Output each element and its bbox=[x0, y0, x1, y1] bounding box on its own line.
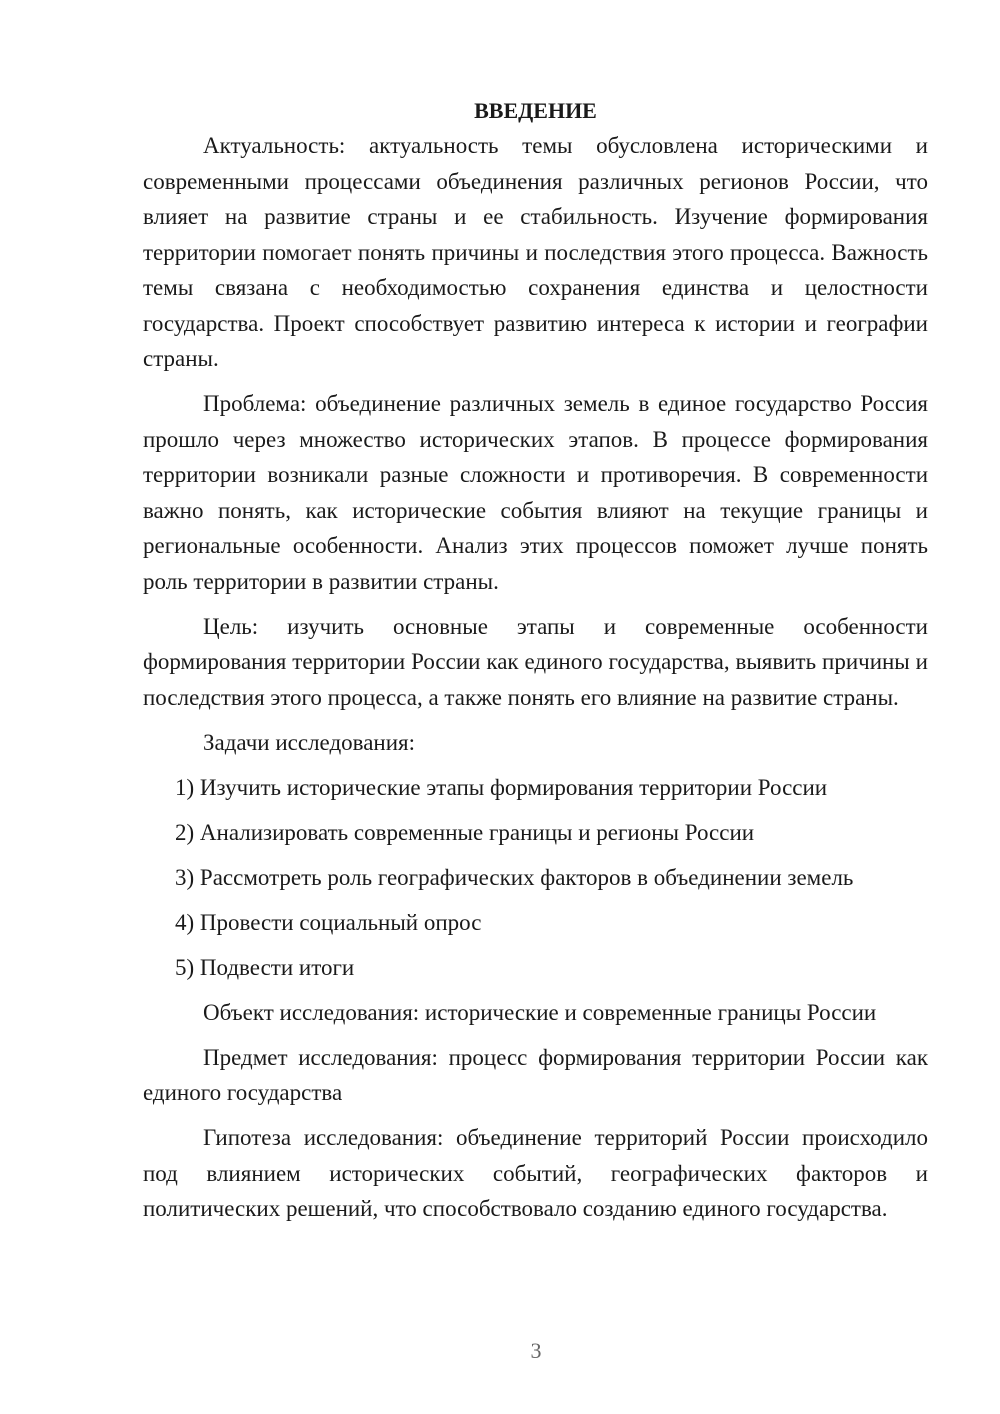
task-item: 3) Рассмотреть роль географических факторов в объединении земель bbox=[175, 864, 854, 890]
page-title: ВВЕДЕНИЕ bbox=[474, 98, 597, 123]
task-item: 5) Подвести итоги bbox=[175, 954, 355, 980]
page-number: 3 bbox=[530, 1338, 542, 1363]
problem-paragraph: Проблема: объединение различных земель в единое государство Россия прошло через множество исторических этапов. В процессе формирования территории возникали разные сложности и противоречия. В современности важно понять, как исторические события влияют на текущие границы и региональные особенности. Анализ этих процессов поможет лучше понять роль территории в развитии страны. bbox=[143, 391, 928, 594]
relevance-paragraph: Актуальность: актуальность темы обусловлена историческими и современными процессами объединения различных регионов России, что влияет на развитие страны и ее стабильность. Изучение формирования территории помогает понять причины и последствия этого процесса. Важность темы связана с необходимостью сохранения единства и целостности государства. Проект способствует развитию интереса к истории и географии страны. bbox=[143, 133, 928, 371]
tasks-heading: Задачи исследования: bbox=[203, 729, 416, 755]
task-item: 2) Анализировать современные границы и регионы России bbox=[175, 819, 755, 845]
goal-paragraph: Цель: изучить основные этапы и современные особенности формирования территории России как единого государства, выявить причины и последствия этого процесса, а также понять его влияние на развитие страны. bbox=[143, 613, 928, 710]
page-content bbox=[143, 93, 928, 1236]
task-item: 4) Провести социальный опрос bbox=[175, 909, 482, 935]
tasks-list bbox=[143, 770, 928, 986]
task-item: 1) Изучить исторические этапы формирования территории России bbox=[175, 774, 828, 800]
hypothesis-paragraph: Гипотеза исследования: объединение территорий России происходило под влиянием исторических событий, географических факторов и политических решений, что способствовало созданию единого государства. bbox=[143, 1125, 928, 1221]
subject-paragraph: Предмет исследования: процесс формирования территории России как единого государства bbox=[143, 1044, 928, 1105]
object-paragraph: Объект исследования: исторические и современные границы России bbox=[203, 999, 877, 1025]
